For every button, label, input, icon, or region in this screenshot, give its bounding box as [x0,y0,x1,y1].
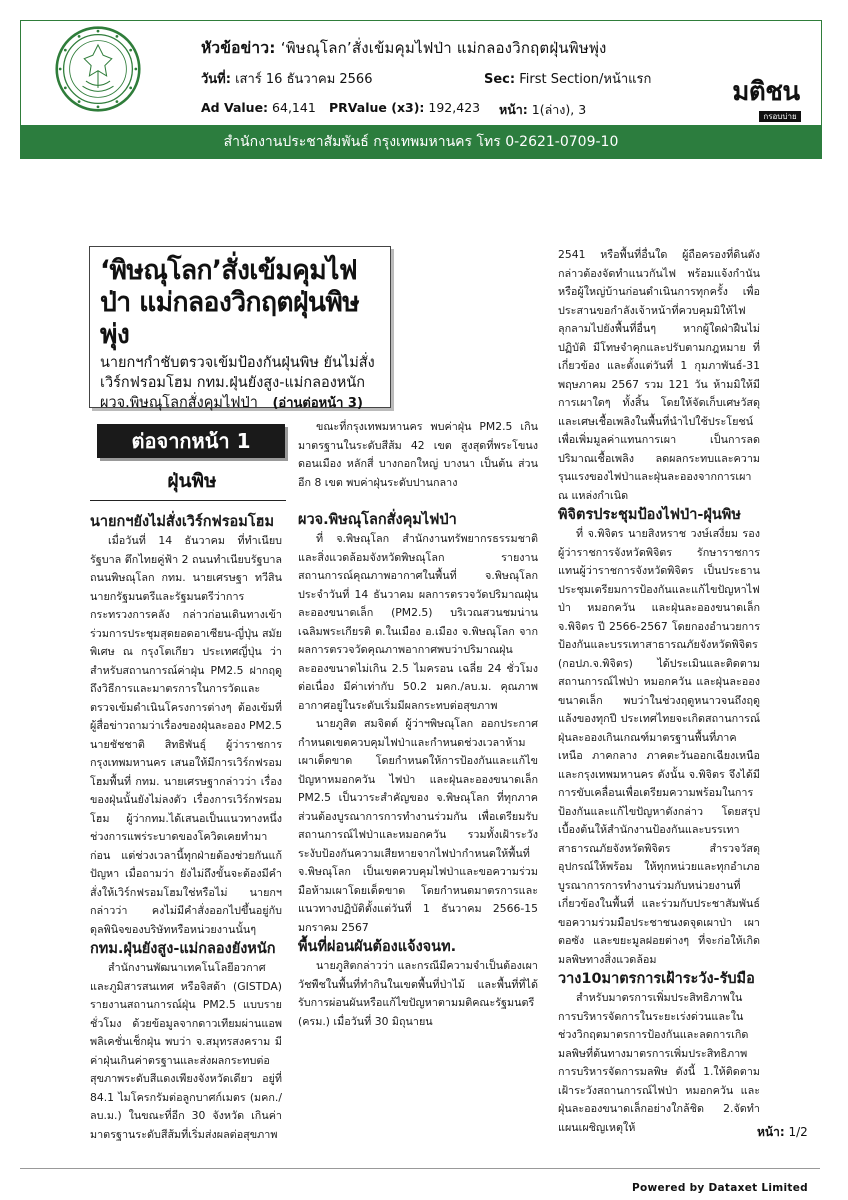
read-more-note: (อ่านต่อหน้า 3) [272,396,363,411]
article-column-1 [90,512,282,1141]
page-number-value: 1/2 [788,1125,808,1139]
column-2-paragraph-2: นายภูสิต สมจิตต์ ผู้ว่าฯพิษณุโลก ออกประกาศกำหนดเขตควบคุมไฟป่าและกำหนดช่วงเวลาห้ามเผาเด็ดขาด โดยกำหนดให้การป้องกันและแก้ไขปัญหาหมอกควัน ไฟป่า และฝุ่นละอองขนาดเล็ก PM2.5 เป็นวาระสำคัญของ จ.พิษณุโลก ที่ทุกภาคส่วนต้องบูรณาการการทำงานร่วมกัน เพื่อเตรียมรับสถานการณ์ไฟป่าและหมอกควัน รวมทั้งเฝ้าระวังระงับป้องกันความเสียหายจากไฟป่ากำหนดให้พื้นที่ จ.พิษณุโลก เป็นเขตควบคุมไฟป่าและขอความร่วมมือห้ามเผาโดยเด็ดขาด โดยกำหนดมาตรการและแนวทางปฏิบัติตั้งแต่วันที่ 1 ธันวาคม 2566-15 มกราคม 2567 [298,717,538,934]
column-3-heading-2: วาง10มาตรการเฝ้าระวัง-รับมือ [558,971,755,987]
meta-headline-row [201,35,607,60]
meta-section-label: Sec: [484,72,516,87]
meta-ad-label: Ad Value: [201,100,269,115]
newspaper-name: มติชน [732,76,800,106]
column-1-heading-1: นายกฯยังไม่สั่งเวิร์กฟรอมโฮม [90,514,275,530]
page-number-label: หน้า: [757,1125,785,1139]
article-column-3 [558,246,760,1134]
meta-prvalue-value: 192,423 [428,100,481,115]
column-2-paragraph-3: นายภูสิตกล่าวว่า และกรณีมีความจำเป็นต้องเผาวัชพืชในพื้นที่ทำกินในเขตพื้นที่ป่าไม้ และพื้นที่ที่ได้รับการผ่อนผันหรือแก้ไขปัญหาตามมติคณะรัฐมนตรี (ครม.) เมื่อวันที่ 30 มิถุนายน [298,959,538,1028]
meta-headline-label: หัวข้อข่าว: [201,39,276,57]
section-divider [90,500,286,501]
powered-by-credit: Powered by Dataxet Limited [632,1182,808,1194]
meta-date-row [201,68,372,89]
meta-page-row [499,100,586,120]
meta-ad-value: 64,141 [272,100,316,115]
newspaper-logo [726,78,806,123]
meta-ad-row [201,100,316,115]
continued-from-label: ต่อจากหน้า 1 [97,424,285,458]
article-column-2 [298,510,538,1096]
column-2-paragraph-1: ที่ จ.พิษณุโลก สำนักงานทรัพยากรธรรมชาติและสิ่งแวดล้อมจังหวัดพิษณุโลก รายงานสถานการณ์คุณภาพอากาศในพื้นที่ จ.พิษณุโลก ประจำวันที่ 14 ธันวาคม ผลการตรวจวัดปริมาณฝุ่นละอองขนาดเล็ก (PM2.5) บริเวณสวนชมน่านเฉลิมพระเกียรติ ต.ในเมือง อ.เมือง จ.พิษณุโลก จากผลการตรวจวัดคุณภาพอากาศพบว่าปริมาณฝุ่นละอองขนาดไม่เกิน 2.5 ไมครอน เฉลี่ย 24 ชั่วโมงต่อเนื่อง มีค่าเท่ากับ 50.2 มคก./ลบ.ม. คุณภาพอากาศอยู่ในระดับเริ่มมีผลกระทบต่อสุขภาพ [298,532,538,712]
page-number [757,1123,808,1142]
meta-page-value: 1(ล่าง), 3 [531,102,587,117]
column-1-heading-2: กทม.ฝุ่นยังสูง-แม่กลองยังหนัก [90,941,276,957]
meta-section-row [484,68,651,89]
continued-section-title: ฝุ่นพิษ [167,470,217,492]
column-2-heading-2: พื้นที่ผ่อนผันต้องแจ้งจนท. [298,939,457,955]
newspaper-edition: กรอบบ่าย [759,111,800,122]
bma-seal-icon [55,26,141,112]
meta-headline-text: ‘พิษณุโลก’สั่งเข้มคุมไฟป่า แม่กลองวิกฤตฝุ่นพิษพุ่ง [280,39,607,57]
column-2-intro-paragraph: ขณะที่กรุงเทพมหานคร พบค่าฝุ่น PM2.5 เกินมาตรฐานในระดับสีส้ม 42 เขต สูงสุดที่พระโขนง ดอนเมือง หลักสี่ บางกอกใหญ่ บางนา เป็นต้น ส่วนอีก 8 เขต พบค่าฝุ่นระดับปานกลาง [298,420,538,489]
article-headline: ‘พิษณุโลก’สั่งเข้มคุมไฟป่า แม่กลองวิกฤตฝุ่นพิษพุ่ง [100,255,360,350]
meta-prvalue-row [329,100,480,115]
meta-date-label: วันที่: [201,72,231,87]
article-column-2-top [298,418,538,510]
meta-date-text: เสาร์ 16 ธันวาคม 2566 [235,72,373,87]
front-page-headline-box [89,246,391,411]
article-subhead [100,353,380,414]
column-3-paragraph-3: สำหรับมาตรการเพิ่มประสิทธิภาพในการบริหารจัดการในระยะเร่งด่วนและในช่วงวิกฤตมาตรการป้องกันและลดการเกิดมลพิษที่ต้นทางมาตรการเพิ่มประสิทธิภาพการบริหารจัดการมลพิษ ดังนี้ 1.ให้ติดตาม เฝ้าระวังสถานการณ์ไฟป่า หมอกควัน และฝุ่นละอองขนาดเล็กอย่างใกล้ชิด 2.จัดทำแผนเผชิญเหตุให้ [558,991,760,1134]
meta-section-text: First Section/หน้าแรก [519,72,652,87]
meta-prvalue-label: PRValue (x3): [329,100,425,115]
column-3-paragraph-1: 2541 หรือพื้นที่อื่นใด ผู้ถือครองที่ดินดังกล่าวต้องจัดทำแนวกันไฟ พร้อมแจ้งกำนัน หรือผู้ใหญ่บ้านก่อนดำเนินการทุกครั้ง เพื่อประสานขอกำลังเจ้าหน้าที่ควบคุมมิให้ไฟลุกลามไปยังพื้นที่อื่นๆ หากผู้ใดฝ่าฝืนไม่ปฏิบัติ มีโทษจำคุกและปรับตามกฎหมาย ที่เกี่ยวข้อง และตั้งแต่วันที่ 1 กุมภาพันธ์-31 พฤษภาคม 2567 รวม 121 วัน ห้ามมิให้มีการเผาใดๆ ทั้งสิ้น โดยให้จัดเก็บเศษวัสดุและเศษเชื้อเพลิงในพื้นที่นำไปใช้ประโยชน์เพื่อเพิ่มมูลค่าแทนการเผา เป็นการลดปริมาณเชื้อเพลิง ลดผลกระทบและความรุนแรงของไฟป่าและฝุ่นละอองจากการเผา ณ แหล่งกำเนิด [558,248,760,502]
meta-page-label: หน้า: [499,102,528,117]
column-3-heading-1: พิจิตรประชุมป้องไฟป่า-ฝุ่นพิษ [558,507,741,523]
article-subhead-text: นายกฯกำชับตรวจเข้มป้องกันฝุ่นพิษ ยันไม่สั่งเวิร์กฟรอมโฮม กทม.ฝุ่นยังสูง-แม่กลองหนัก ผวจ.พิษณุโลกสั่งคุมไฟป่า [100,355,375,411]
column-1-paragraph-1: เมื่อวันที่ 14 ธันวาคม ที่ทำเนียบรัฐบาล ตึกไทยคู่ฟ้า 2 ถนนทำเนียบรัฐบาล ถนนพิษณุโลก กทม. นายเศรษฐา ทวีสิน นายกรัฐมนตรีและรัฐมนตรีว่าการกระทรวงการคลัง กล่าวก่อนเดินทางเข้าร่วมการประชุมสุดยอดอาเซียน-ญี่ปุ่น สมัยพิเศษ ณ กรุงโตเกียว ประเทศญี่ปุ่น ว่า สำหรับสถานการณ์ค่าฝุ่น PM2.5 ฝากฤดูถึงวิธีการและมาตรการในการวัดและตรวจเข้มดำเนินโครงการต่างๆ ต้องเข้มที่ ผู้สื่อข่าวถามว่าเรื่องของฝุ่นละออง PM2.5 นายชัชชาติ สิทธิพันธุ์ ผู้ว่าราชการกรุงเทพมหานคร เสนอให้มีการเวิร์กฟรอมโฮมพื้นที่ กทม. นายเศรษฐากล่าวว่า เรื่องของฝุ่นนั้นยังไม่ลงตัว เรื่องการเวิร์กฟรอมโฮม ผู้ว่ากทม.ได้เสนอเป็นแนวทางหนึ่ง ช่วงการแพร่ระบาดของโควิดเคยทำมาก่อน แต่ช่วงเวลานี้ทุกฝ่ายต้องช่วยกันแก้ปัญหา เมื่อถามว่า ยังไม่ถึงขั้นจะต้องมีคำสั่งให้เวิร์กฟรอมโฮมใช่หรือไม่ นายกฯกล่าวว่า คงไม่มีคำสั่งออกไปขึ้นอยู่กับดุลพินิจของบริษัทหรือหน่วยงานนั้นๆ [90,534,282,936]
column-1-paragraph-2: สำนักงานพัฒนาเทคโนโลยีอวกาศและภูมิสารสนเทศ หรือจิสด้า (GISTDA) รายงานสถานการณ์ฝุ่น PM2.5 แบบรายชั่วโมง ด้วยข้อมูลจากดาวเทียมผ่านแอพพลิเคชั่นเช็กฝุ่น พบว่า จ.สมุทรสงคราม มีค่าฝุ่นเกินค่าตรฐานและส่งผลกระทบต่อสุขภาพระดับสีแดงเพียงจังหวัดเดียว อยู่ที่ 84.1 ไมโครกรัมต่อลูกบาศก์เมตร (มคก./ลบ.ม.) ในขณะที่อีก 30 จังหวัด เกินค่ามาตรฐานระดับสีส้มที่เริ่มส่งผลต่อสุขภาพ [90,961,282,1141]
office-contact-bar: สำนักงานประชาสัมพันธ์ กรุงเทพมหานคร โทร 0-2621-0709-10 [20,125,822,159]
column-3-paragraph-2: ที่ จ.พิจิตร นายสิงหราช วงษ์เสงี่ยม รองผู้ว่าราชการจังหวัดพิจิตร รักษาราชการแทนผู้ว่าราชการจังหวัดพิจิตร เป็นประธานประชุมเตรียมการป้องกันและแก้ไขปัญหาไฟป่า หมอกควัน และฝุ่นละอองขนาดเล็ก จ.พิจิตร ปี 2566-2567 โดยกองอำนวยการป้องกันและบรรเทาสาธารณภัยจังหวัดพิจิตร (กอปภ.จ.พิจิตร) ได้ประเมินและติดตามสถานการณ์ไฟป่า หมอกควัน และฝุ่นละอองขนาดเล็ก พบว่าในช่วงฤดูหนาวจนถึงฤดูแล้งของทุกปี ประเทศไทยจะเกิดสถานการณ์ฝุ่นละอองเกินเกณฑ์มาตรฐานพื้นที่ภาคเหนือ ภาคกลาง ภาคตะวันออกเฉียงเหนือ และกรุงเทพมหานคร ดังนั้น จ.พิจิตร จึงได้มีการขับเคลื่อนเพื่อเตรียมความพร้อมในการป้องกันและแก้ไขปัญหาดังกล่าว โดยสรุปเบื้องต้นให้สำนักงานป้องกันและบรรเทาสาธารณภัยจังหวัดพิจิตร สำรวจวัสดุ อุปกรณ์ให้พร้อม ให้ทุกหน่วยและทุกอำเภอ บูรณาการการทำงานร่วมกับหน่วยงานที่เกี่ยวข้องในพื้นที่ และร่วมกับประชาสัมพันธ์ขอความร่วมมือประชาชนงดจุดเผาป่า เผาตอซัง และขยะมูลฝอยต่างๆ ที่จะก่อให้เกิดมลพิษทางสิ่งแวดล้อม [558,527,760,966]
footer-divider [20,1168,820,1169]
clipping-header [20,20,822,137]
column-2-heading-1: ผวจ.พิษณุโลกสั่งคุมไฟป่า [298,512,457,528]
